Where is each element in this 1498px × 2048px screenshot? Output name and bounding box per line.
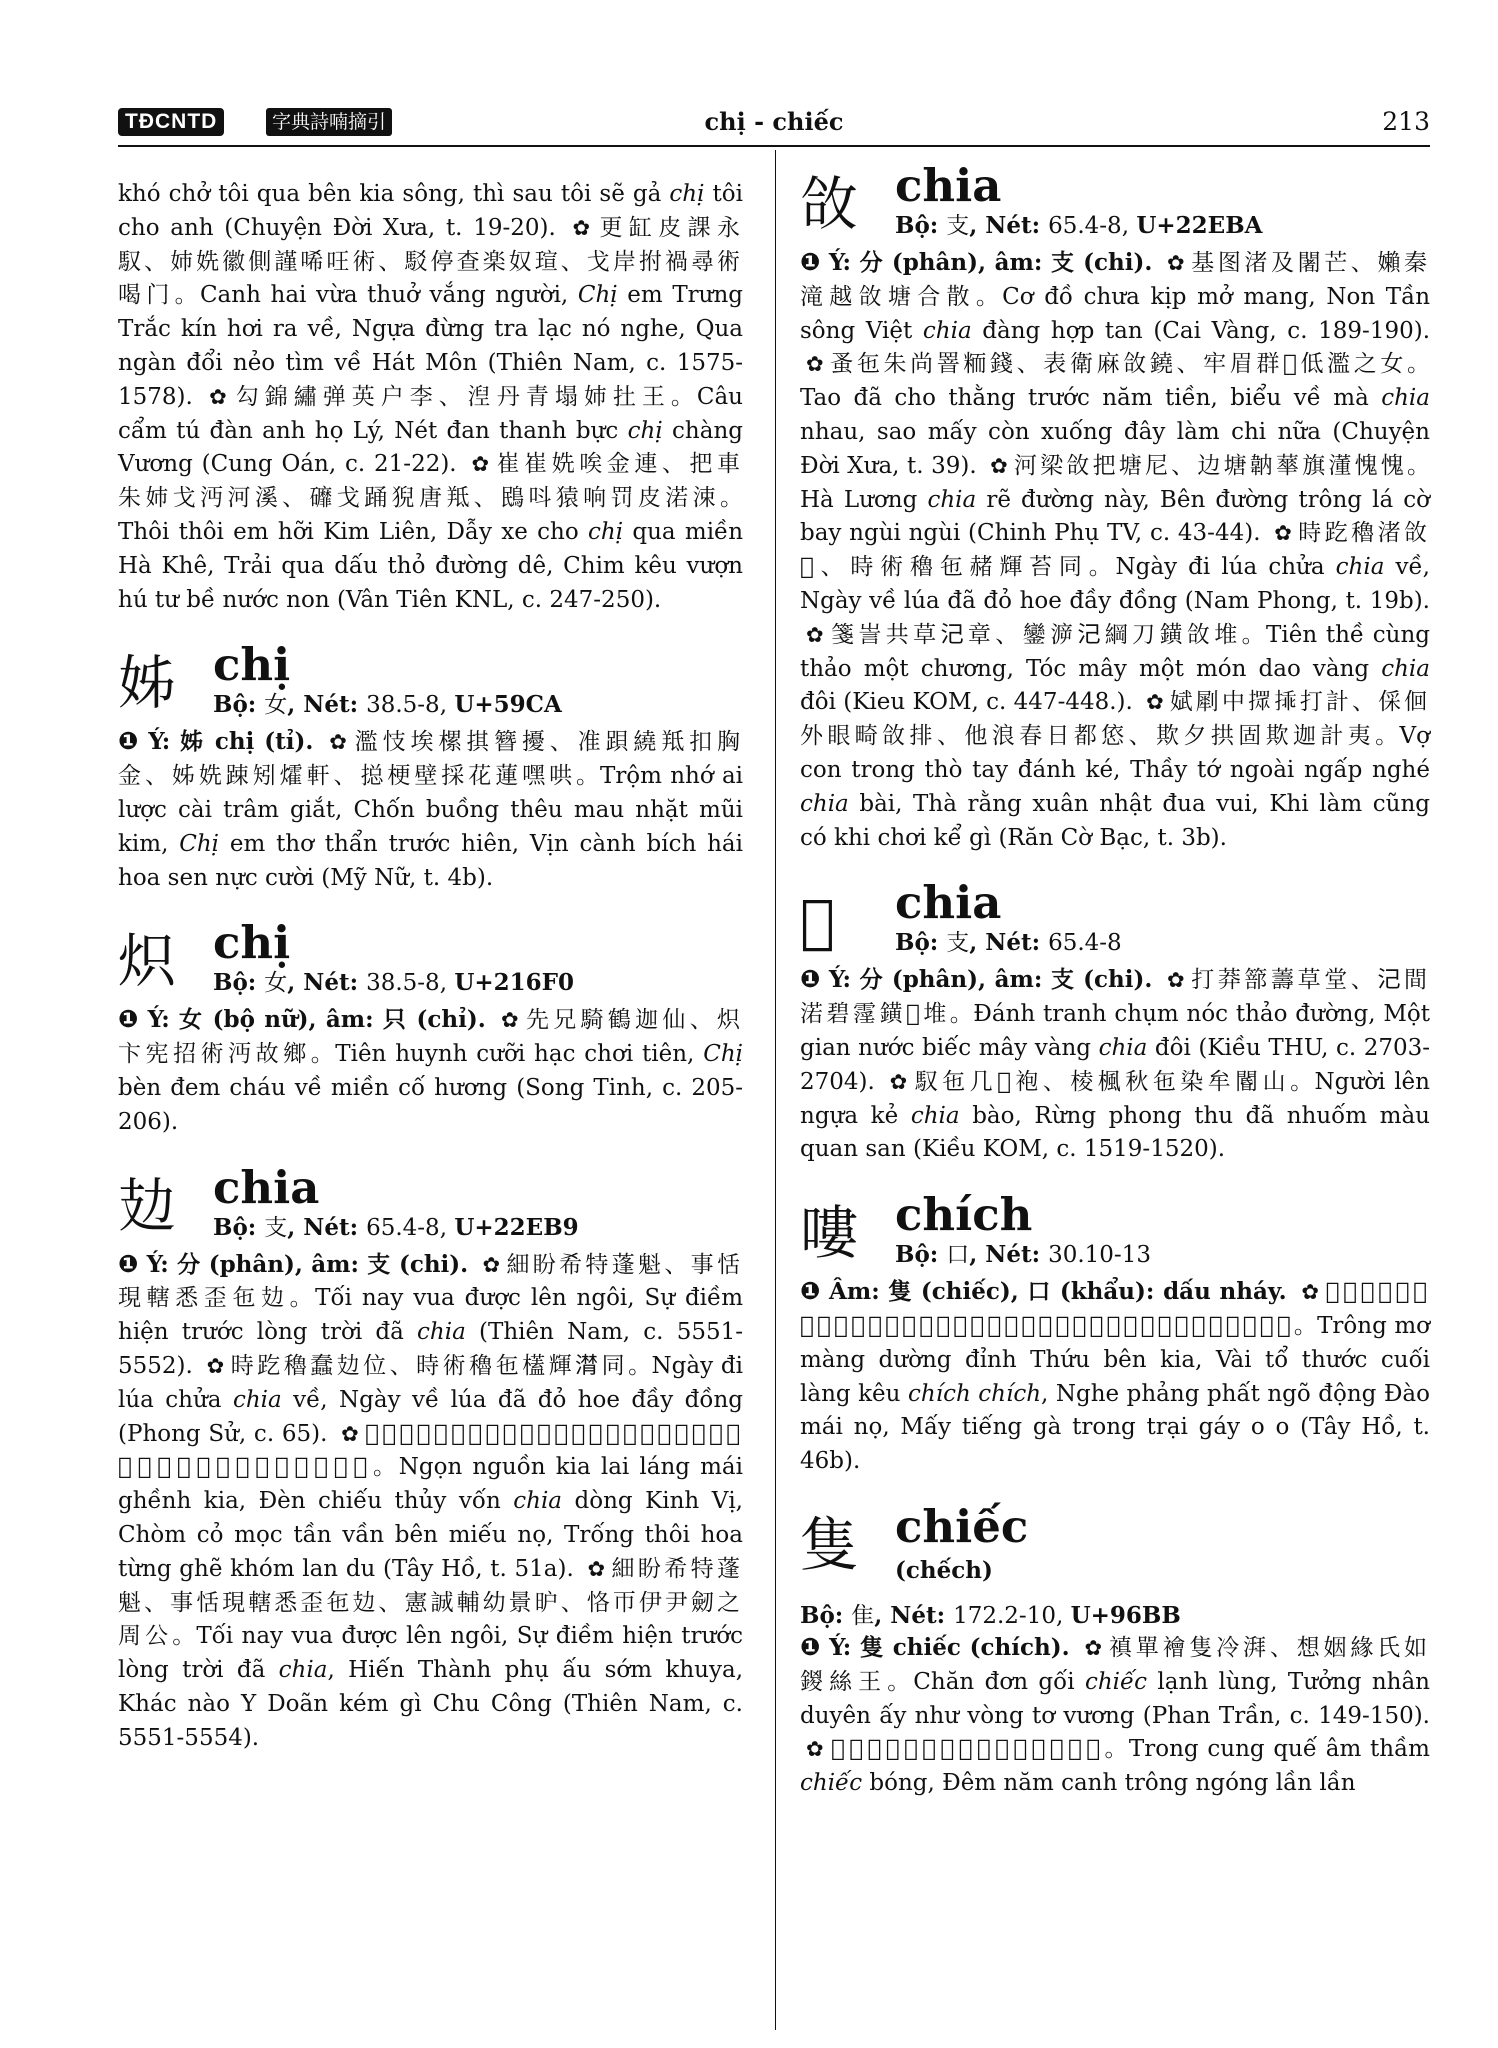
entry-head [800,877,1430,963]
flower-icon: ✿ [572,215,594,240]
flower-icon: ✿ [501,1008,520,1033]
flower-icon: ✿ [990,453,1008,478]
entry-hanzi: 炽 [118,927,177,996]
flower-icon: ✿ [341,1421,360,1446]
entry-alt-reading: (chếch) [895,1556,993,1584]
entry-sense: ❶ Ý: 分 (phân), âm: 支 (chi). ✿ 細盼希特蓬魁、事恬現轄悉歪㐌攰。Tối nay vua được lên ngôi, Sự điềm hiện trước lòng trời đã chia (Thiên Nam, c. 5551-5552). ✿ 時趷穭蠢攰位、時術穭㐌㯼輝𣽽同。Ngày đi lúa chửa chia về, Ngày về lúa đã đỏ hoe đầy đồng (Phong Sử, c. 65). ✿ 𦬑源箕涞朗厘崃箕、畑照水本攰湄涇渭、苫鞋木秦運邊廟怒、𦲿𪀄花曽技襟蘭蕕。Ngọn nguồn kia lai láng mái ghềnh kia, Đèn chiếu thủy vốn chia dòng Kinh Vị, Chòm cỏ mọc tần vần bên miếu nọ, Trống thôi hoa từng ghẽ khóm lan du (Tây Hồ, t. 51a). ✿ 細盼希特蓬魁、事恬現轄悉歪㐌攰、憲誠輔幼㬌昈、恪帀伊尹劒之周公。Tối nay vua được lên ngôi, Sự điềm hiện trước lòng trời đã chia, Hiến Thành phụ ấu sớm khuya, Khác nào Y Doãn kém gì Chu Công (Thiên Nam, c. 5551-5554). [118,1249,744,1751]
entry-meta: Bộ: 支, Nét: 65.4-8, U+22EB9 [213,1213,579,1241]
entry-sense: ❶ Ý: 姊 chị (tỉ). ✿ 濫忮埃樏掑簪擾、准䟺繞羝扣胸金、姊姺踈矧㸌軒、搃梗壁採花蓮嘿哄。Trộm nhớ ai lược cài trâm giắt, Chốn buồng thêu mau nhặt mũi kim, Chị em thơ thẩn trước hiên, Vịn cành bích hái hoa sen nực cười (Mỹ Nữ, t. 4b). [118,727,744,891]
entry-sense: ❶ Âm: 隻 (chiếc), 口 (khẩu): dấu nháy. ✿ 𩄲㦖㤃豕崀鶯邊箕、㗂祖鵲膾廊嗃嘍嘍、瑄彷佛語岺桃厘怒、𠇍啫鶏𦛌寨㗃嗚嗚。Trông mơ màng dường đỉnh Thứu bên kia, Vài tổ thước cuối làng kêu chích chích, Nghe phảng phất ngõ động Đào mái nọ, Mấy tiếng gà trong trại gáy o o (Tây Hồ, t. 46b). [800,1277,1431,1475]
flower-icon: ✿ [329,730,349,755]
flower-icon: ✿ [1274,521,1293,546]
entry-meta: Bộ: 口, Nét: 30.10-13 [895,1241,1151,1269]
dictionary-badge-cjk: 字典詩喃摘引 [266,108,392,136]
entry-hanzi: 㪉 [800,170,859,238]
entry-hanzi: 隻 [800,1510,859,1579]
flower-icon: ✿ [1084,1635,1103,1660]
entry-meta: Bộ: 隹, Nét: 172.2-10, U+96BB [800,1601,1181,1629]
entry-meta: Bộ: 女, Nét: 38.5-8, U+216F0 [213,969,574,997]
flower-icon: ✿ [1301,1280,1320,1305]
flower-icon: ✿ [806,352,825,377]
left-column [118,178,743,1755]
entry-meta: Bộ: 支, Nét: 65.4-8, U+22EBA [895,212,1263,239]
entry-chi-216F0 [118,917,743,1139]
header-rule [118,145,1430,147]
entry-hanzi: 攰 [118,1171,177,1240]
flower-icon: ✿ [806,1737,826,1762]
flower-icon: ✿ [1167,968,1186,993]
entry-meta: Bộ: 支, Nét: 65.4-8 [895,929,1122,957]
entry-head [800,1501,1430,1597]
flower-icon: ✿ [471,452,491,477]
entry-head [800,160,1430,246]
entry-head [118,917,743,1003]
entry-headword: chiếc [895,1499,1029,1553]
page-header [118,108,1430,148]
entry-hanzi: 姊 [118,649,177,718]
continuation-paragraph: khó chở tôi qua bên kia sông, thì sau tôi sẽ gả chị tôi cho anh (Chuyện Đời Xưa, t. 19-20). ✿ 更缸皮課永馭、姉姺徽側謹唏㕵術、駁停查楽奴瑄、戈岸拊禍尋術喝门。Canh hai vừa thuở vắng người, Chị em Trưng Trắc kín hơi ra về, Ngựa đừng tra lạc nó nghe, Qua ngàn đổi nẻo tìm về Hát Môn (Thiên Nam, c. 1575-1578). ✿ 勾錦繡弹英户李、湼丹青塌姉扗王。Câu cẩm tú đàn anh họ Lý, Nét đan thanh bực chị chàng Vương (Cung Oán, c. 21-22). ✿ 崔崔姺唉金連、把車朱姉戈沔河溪、䃺戈踊猊唐羝、鴖呌猿响罚皮渃涑。Thôi thôi em hỡi Kim Liên, Dẫy xe cho chị qua miền Hà Khê, Trải qua dấu thỏ đường dê, Chim kêu vượn hú tư bề nước non (Vân Tiên KNL, c. 247-250). [118,181,744,613]
entry-sense: ❶ Ý: 隻 chiếc (chích). ✿ 禛單襘隻冷湃、想姻緣氏如鍐絲王。Chăn đơn gối chiếc lạnh lùng, Tưởng nhân duyên ấy như vòng tơ vương (Phan Trần, c. 149-150). ✿ 𦛌宮桂音沉隻膝、𨁪粫更瞠顒吝吝。Trong cung quế âm thầm chiếc bóng, Đêm năm canh trông ngóng lần lần [800,1632,1431,1797]
running-title: chị - chiếc [704,107,844,136]
entry-head [800,1189,1430,1275]
flower-icon: ✿ [1167,251,1186,275]
entry-chia-2 [800,877,1430,1167]
page-number: 213 [1382,107,1430,136]
entry-headword: chia [895,159,1002,212]
flower-icon: ✿ [209,384,230,409]
entry-chia-22EBA [800,160,1430,855]
entry-headword: chích [895,1188,1033,1242]
entry-hanzi: 𨑗 [800,887,835,956]
entry-meta: Bộ: 女, Nét: 38.5-8, U+59CA [213,691,562,719]
entry-headword: chia [895,876,1002,930]
flower-icon: ✿ [206,1353,225,1378]
entry-head [118,1162,743,1248]
entry-hanzi: 嘍 [800,1199,859,1268]
flower-icon: ✿ [806,622,825,647]
flower-icon: ✿ [482,1252,501,1277]
dictionary-badge: TĐCNTD [118,108,224,136]
entry-chia-22EB9 [118,1162,743,1756]
column-divider [775,150,776,2030]
flower-icon: ✿ [1146,690,1164,715]
entry-chiec [800,1501,1430,1801]
entry-headword: chị [213,638,291,692]
right-column [800,160,1430,1801]
entry-head [118,639,743,725]
entry-sense: ❶ Ý: 分 (phân), âm: 支 (chi). ✿ 打莽篰薵草堂、𣲆間渃碧霪鐄𨑗堆。Đánh tranh chụm nóc thảo đường, Một gian nước biếc mây vàng chia đôi (Kiều THU, c. 2703-2704). ✿ 馭㐌几𨑗袍、棱楓秋㐌染牟閽山。Người lên ngựa kẻ chia bào, Rừng phong thu đã nhuốm màu quan san (Kiều KOM, c. 1519-1520). [800,965,1431,1163]
entry-sense: ❶ Ý: 分 (phân), âm: 支 (chi). ✿ 基图渚及闍芒、嬾秦滝越㪉塘合散。Cơ đồ chưa kịp mở mang, Non Tần sông Việt chia đàng hợp tan (Cai Vàng, c. 189-190). ✿ 蚤㐌朱尚罯粫錢、表衛麻㪉鐃、牢眉群𨖲低濫之女。Tao đã cho thằng trước năm tiền, biểu về mà chia nhau, sao mấy còn xuống đây làm chi nữa (Chuyện Đời Xưa, t. 39). ✿ 河梁㪉把塘尼、边塘䪏蕐旗𣿅愧愧。Hà Lương chia rẽ đường này, Bên đường trông lá cờ bay ngùi ngùi (Chinh Phụ TV, c. 43-44). ✿ 時趷穭渚㪉𥟉、時術穭㐌赭輝苔同。Ngày đi lúa chửa chia về, Ngày về lúa đã đỏ hoe đầy đồng (Nam Phong, t. 19b). ✿ 箋訔共草𣲆章、鑾㴑𣲆綱刀鐄㪉堆。Tiên thề cùng thảo một chương, Tóc mây một món dao vàng chia đôi (Kieu KOM, c. 447-448.). ✿ 娬㓾中𢶢𢮿打計、倸佪外眼畸㪉排、他浪春日都㥋、欺夕拱固欺迦計夷。Vợ con trong thò tay đánh ké, Thầy tớ ngoài ngấp nghé chia bài, Thà rằng xuân nhật đua vui, Khi làm cũng có khi chơi kể gì (Răn Cờ Bạc, t. 3b). [800,248,1431,851]
entry-chich [800,1189,1430,1479]
entry-headword: chia [213,1160,320,1214]
entry-chi-59CA [118,639,743,895]
flower-icon: ✿ [587,1556,606,1581]
entry-headword: chị [213,916,291,970]
entry-sense: ❶ Ý: 女 (bộ nữ), âm: 只 (chỉ). ✿ 先兄騎鶴迦仙、炽卞宪招術沔故鄉。Tiên huynh cưỡi hạc chơi tiên, Chị bèn đem cháu về miền cố hương (Song Tinh, c. 205-206). [118,1005,744,1135]
flower-icon: ✿ [889,1069,909,1094]
